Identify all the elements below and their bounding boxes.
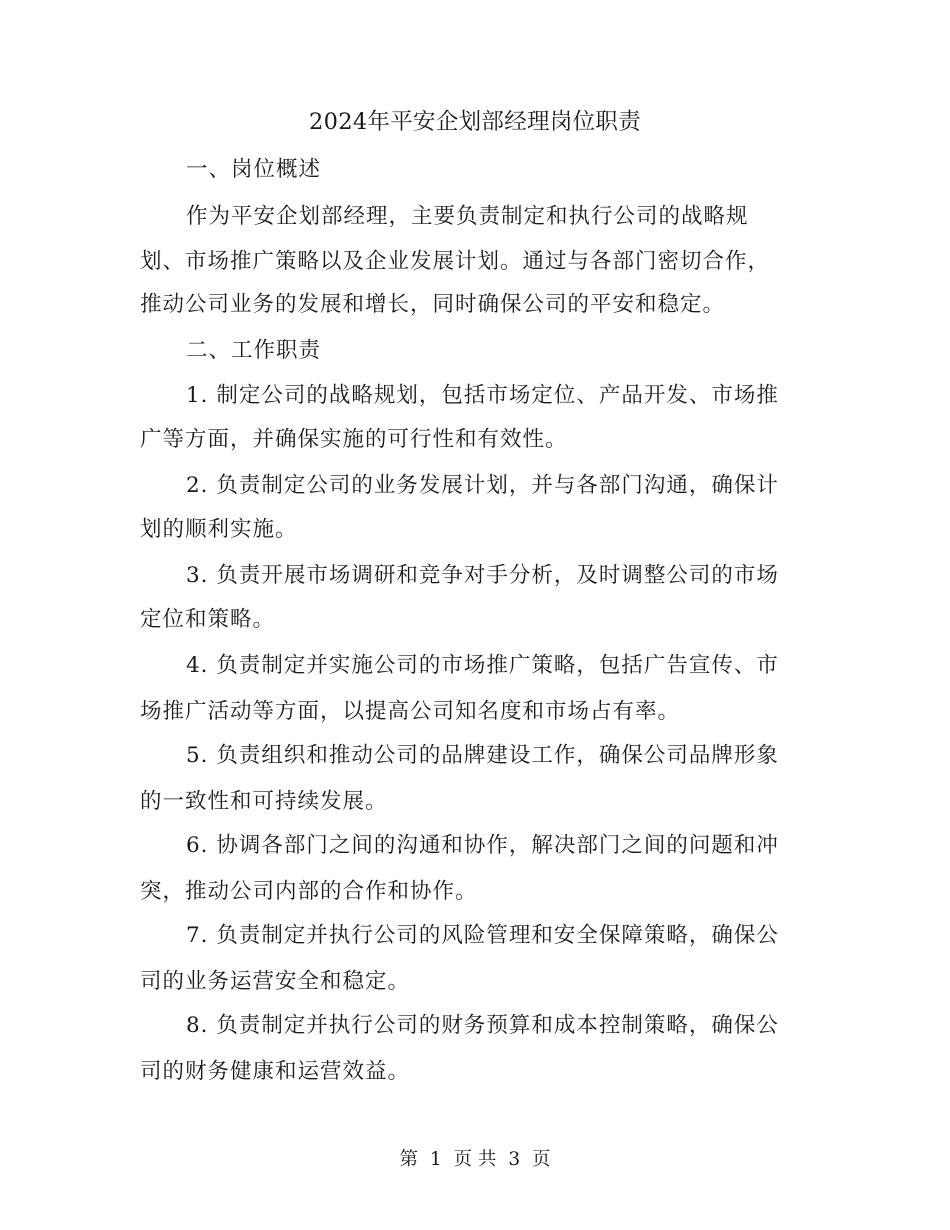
footer-total-pages: 3 [508,1149,521,1170]
footer-mid: 页 共 [453,1149,497,1170]
paragraph-line: 划、市场推广策略以及企业发展计划。通过与各部门密切合作， [140,249,771,274]
duty-item-6-line: 6. 协调各部门之间的沟通和协作，解决部门之间的问题和冲 [186,833,779,858]
document-title: 2024年平安企划部经理岗位职责 [308,109,642,135]
duty-item-7-line: 7. 负责制定并执行公司的风险管理和安全保障策略，确保公 [186,923,779,948]
duty-item-3-line: 3. 负责开展市场调研和竞争对手分析，及时调整公司的市场 [186,563,779,588]
section-heading-overview: 一、岗位概述 [186,157,322,182]
footer-page-number: 1 [429,1149,442,1170]
duty-item-8-line: 8. 负责制定并执行公司的财务预算和成本控制策略，确保公 [186,1013,779,1038]
section-heading-duties: 二、工作职责 [186,338,322,363]
duty-item-5-line: 5. 负责组织和推动公司的品牌建设工作，确保公司品牌形象 [186,743,779,768]
duty-item-8-line: 司的财务健康和运营效益。 [140,1059,411,1084]
duty-item-2-line: 2. 负责制定公司的业务发展计划，并与各部门沟通，确保计 [186,473,779,498]
duty-item-6-line: 突，推动公司内部的合作和协作。 [140,879,478,904]
footer-suffix: 页 [532,1149,551,1170]
paragraph-line: 推动公司业务的发展和增长，同时确保公司的平安和稳定。 [140,292,726,317]
duty-item-3-line: 定位和策略。 [140,607,276,632]
duty-item-1-line: 广等方面，并确保实施的可行性和有效性。 [140,427,568,452]
duty-item-2-line: 划的顺利实施。 [140,517,298,542]
duty-item-7-line: 司的业务运营安全和稳定。 [140,969,411,994]
duty-item-1-line: 1. 制定公司的战略规划，包括市场定位、产品开发、市场推 [186,383,779,408]
footer-prefix: 第 [399,1149,418,1170]
duty-item-5-line: 的一致性和可持续发展。 [140,789,388,814]
duty-item-4-line: 场推广活动等方面，以提高公司知名度和市场占有率。 [140,699,681,724]
duty-item-4-line: 4. 负责制定并实施公司的市场推广策略，包括广告宣传、市 [186,653,779,678]
page-footer [0,1145,950,1175]
paragraph-line: 作为平安企划部经理，主要负责制定和执行公司的战略规 [186,204,749,229]
